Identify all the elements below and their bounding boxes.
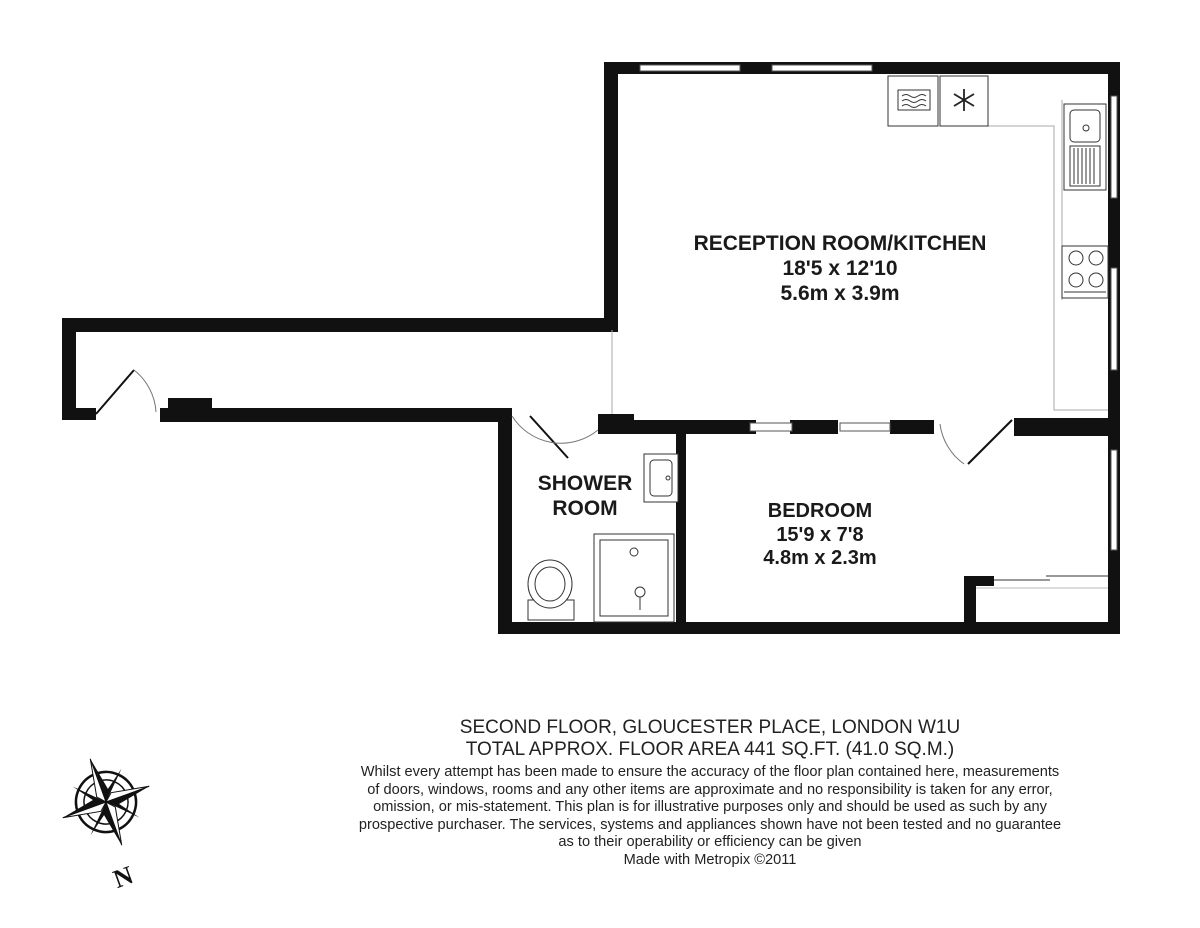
north-label: N	[109, 860, 137, 894]
microwave-icon	[888, 76, 938, 126]
disclaimer	[300, 764, 1120, 870]
walls	[62, 62, 1120, 634]
floor-area-line: TOTAL APPROX. FLOOR AREA 441 SQ.FT. (41.0 SQ.M.)	[465, 739, 955, 760]
compass-rose-icon	[52, 752, 172, 902]
disclaimer-line: omission, or mis-statement. This plan is for illustrative purposes only and should be used as such by any	[373, 799, 1047, 816]
room-size-imperial: 18'5 x 12'10	[782, 256, 898, 280]
room-size-imperial: 15'9 x 7'8	[776, 523, 864, 546]
shower-room-label	[505, 472, 665, 522]
disclaimer-line: of doors, windows, rooms and any other items are approximate and no responsibility is taken for any error,	[367, 781, 1053, 798]
plan-caption	[300, 717, 1120, 870]
wardrobe	[976, 576, 1108, 588]
room-name-line2: ROOM	[552, 496, 618, 520]
credit-line: Made with Metropix ©2011	[623, 851, 797, 868]
disclaimer-line: as to their operability or efficiency can be given	[558, 834, 862, 851]
windows	[640, 65, 1117, 550]
toilet-icon	[528, 560, 574, 620]
room-name: RECEPTION ROOM/KITCHEN	[693, 232, 987, 255]
bedroom-label	[740, 500, 900, 571]
reception-room-label	[640, 232, 1040, 306]
room-size-metric: 4.8m x 2.3m	[763, 547, 877, 570]
disclaimer-line: prospective purchaser. The services, systems and appliances shown have not been tested and no guarantee	[358, 816, 1062, 833]
room-name: BEDROOM	[767, 500, 873, 522]
disclaimer-line: Whilst every attempt has been made to ensure the accuracy of the floor plan contained here, measurements	[360, 764, 1060, 780]
room-name-line1: SHOWER	[537, 472, 633, 495]
address-line: SECOND FLOOR, GLOUCESTER PLACE, LONDON W1U	[459, 717, 961, 738]
hob-icon	[1062, 246, 1108, 298]
sink-icon	[1064, 104, 1106, 190]
shower-tray-icon	[594, 534, 674, 622]
room-size-metric: 5.6m x 3.9m	[780, 281, 900, 305]
freezer-snowflake-icon	[940, 76, 988, 126]
